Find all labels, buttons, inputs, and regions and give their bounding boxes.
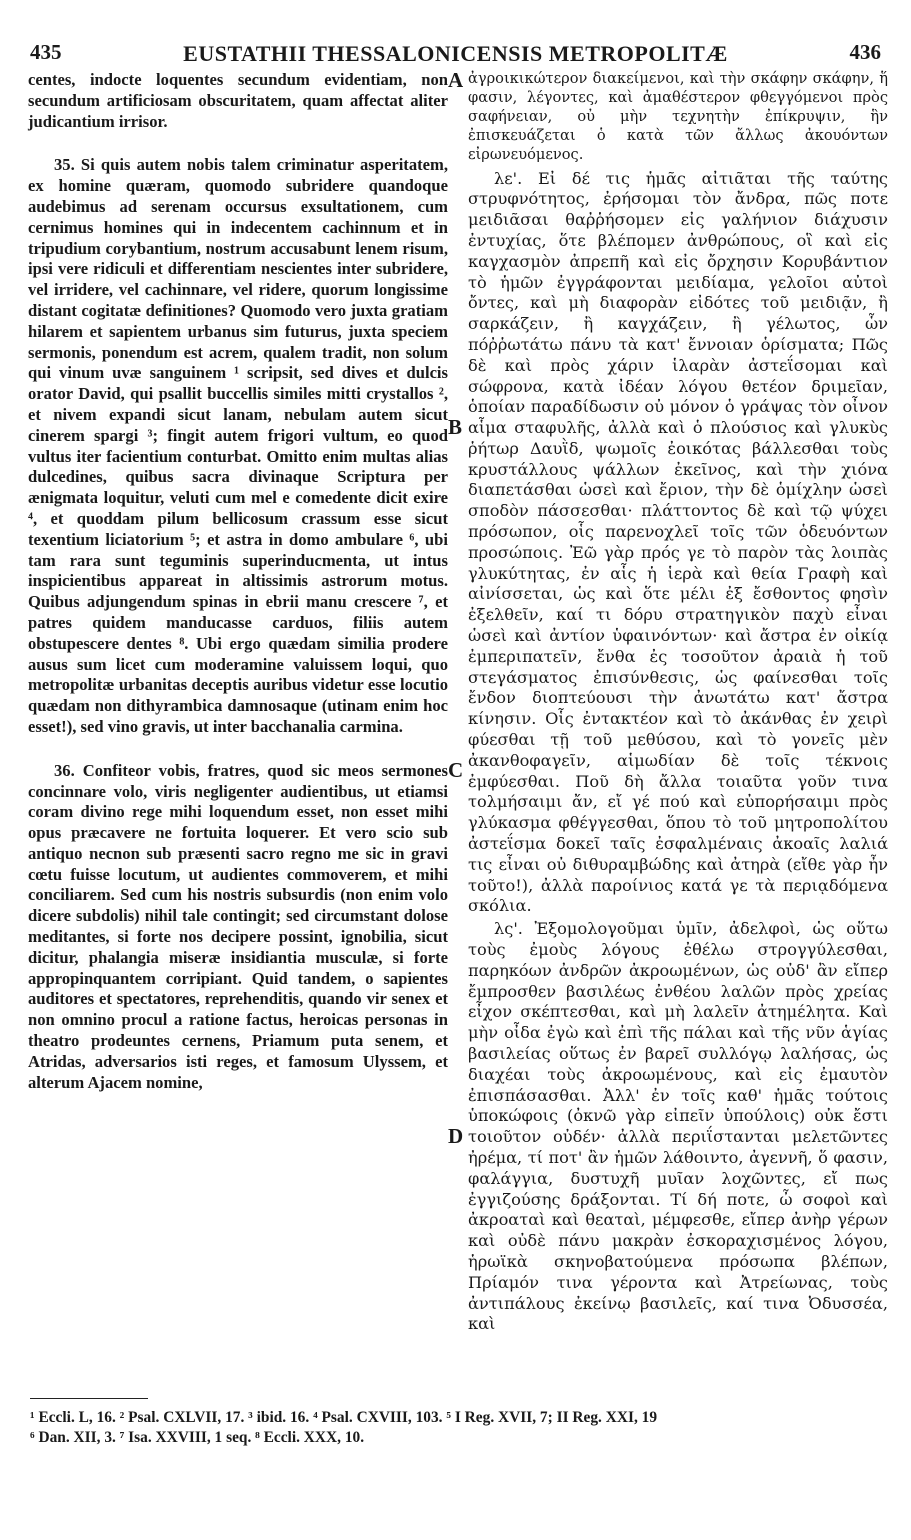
greek-paragraph-continued: ἀγροικικώτερον διακείμενοι, καὶ τὴν σκάφην σκάφην, ἥ φασιν, λέγοντες, καὶ ἀμαθέστερον φθεγγόμενοι πρὸς σαφήνειαν, οὐ μὴν τεχνητὴν ἐπίκρυψιν, ἣν ἐπισκευάζεται ὁ κατὰ τῶν ἄλλως ἀκουόντων εἰρωνευόμενος. — [468, 70, 888, 163]
greek-column — [468, 70, 888, 1335]
running-title: EUSTATHII THESSALONICENSIS METROPOLITÆ — [183, 41, 728, 66]
footnote-line: ¹ Eccli. L, 16. ² Psal. CXLVII, 17. ³ ibid. 16. ⁴ Psal. CXVIII, 103. ⁵ I Reg. XVII, 7; II Reg. XXI, 19 — [30, 1409, 658, 1426]
margin-letter-d: D — [448, 1124, 464, 1148]
margin-letter-b: B — [448, 415, 463, 439]
footnote-line: ⁶ Dan. XII, 3. ⁷ Isa. XXVIII, 1 seq. ⁸ Eccli. XXX, 10. — [30, 1429, 365, 1446]
page-number-left: 435 — [30, 40, 62, 64]
greek-paragraph-36: λς'. Ἐξομολογοῦμαι ὑμῖν, ἀδελφοὶ, ὡς οὕτω τοὺς ἐμοὺς λόγους ἐθέλω στρογγύλεσθαι, παρηκόων ἀνδρῶν ἀκροωμένων, ὡς οὐδ' ἂν εἴπερ ἔμπροσθεν βασιλέως ἐνθέου λαλῶν πρὸς χρείας εἶχον σκέπτεσθαι, καὶ μὴ λαλεῖν ἀτημέλητα. Καὶ μὴν οἶδα ἐγὼ καὶ ἐπὶ τῆς πάλαι καὶ τῆς νῦν ἁγίας βασιλείας οὕτως ἐν βαρεῖ συλλόγῳ λαλήσας, ὡς διαχέαι τοὺς ἀκροωμένους, καὶ εἰς ἐμαυτὸν ἐπισπάσασθαι. Ἀλλ' ἐν τοῖς καθ' ἡμᾶς τούτοις ὑποκώφοις (ὀκνῶ γὰρ εἰπεῖν ὑπούλοις) οὐκ ἔστι τοιοῦτον οὐδέν· ἀλλὰ περιΐστανται μελετῶντες ἠρέμα, τί ποτ' ἂν ἡμῶν λάθοιντο, ἀγεννῆ, ὅ φασιν, φαλάγγια, δυστυχῆ μυῖαν λοχῶντες, εἴ πως ἐγγιζούσης δράξονται. Τί δή ποτε, ὦ σοφοὶ καὶ ἀκροαταὶ καὶ θεαταὶ, μέμφεσθε, εἴπερ ἀνὴρ γέρων καὶ οὐδὲ πάνυ μακρὰν ἐσκοραχισμένος λόγου, ἡρωϊκὰ σκηνοβατούμενα πρόσωπα βλέπων, Πρίαμόν τινα γέροντα καὶ Ἀτρείωνας, τοὺς ἀντιπάλους ἐκείνῳ βασιλεῖς, καί τινα Ὀδυσσέα, καὶ — [468, 919, 888, 1334]
latin-paragraph-35: 35. Si quis autem nobis talem criminatur asperitatem, ex homine quæram, quomodo subridere quandoque audebimus ad serenam occursus exsultationem, cum cernimus homines qui in indecentem cachinnum et in tripudium corybantium, nostrum accusabunt lenem risum, ipsi vere ridiculi et differentiam nescientes inter subridere, vel irridere, vel cachinnare, vel ridere, quorum longissime distant cogitatæ definitiones? Quomodo vero juxta gratiam hilarem et sapientem urbanus sim futurus, juxta speciem sermonis, ponendum est acrem, qualem tradit, non solum qui vinum uvæ sanguinem ¹ scripsit, sed dives et dulcis orator David, qui psallit buccellis similes mitti crystallos ², et nivem expandi sicut lanam, nebulam autem sicut cinerem spargi ³; fingit autem frigori vultum, eo quod vultus iter facientium conturbat. Omitto enim multas alias dulcedines, quibus sacra divinaque Scriptura per ænigmata loquitur, veluti cum mel e comedente dicit exire ⁴, et quoddam pilum bellicosum crassum esse sicut texentium liciatorium ⁵; et astra in domo ambulare ⁶, ubi tam rara sunt teguminis superinducmenta, ut intus inspicientibus appareat in altissimis astrorum motus. Quibus adjungendum spinas in ebrii manu crescere ⁷, et patres quidem manducasse carduos, filiis autem obstupescere dentes ⁸. Ubi ergo quædam similia prodere ausus sum licet cum moderamine valuissem loqui, quo metropolitæ urbanitas deceptis auribus videtur esse locutio quædam non dithyrambica damnosaque (utinam enim hoc esset!), sed vino gravis, ut inter bacchanalia carmina. — [28, 155, 448, 736]
footnote-rule — [30, 1398, 148, 1399]
page-number-right: 436 — [849, 40, 881, 64]
latin-paragraph-continued: centes, indocte loquentes secundum evidentiam, non secundum artificiosam obscuritatem, quam affectat aliter judicantium irrisor. — [28, 70, 448, 131]
latin-paragraph-36: 36. Confiteor vobis, fratres, quod sic meos sermones concinnare volo, viris negligenter audientibus, ut etiamsi coram divino rege mihi loquendum esset, non esset mihi opus præcavere ne fortuita loquerer. Et vero scio sub antiquo necnon sub præsenti sacro regno me sic in gravi cœtu fuisse locutum, ut audientes commoverem, et mihi conciliarem. Sed cum his nostris subsurdis (non enim volo dicere subdolis) nihil tale contingit; sed circumstant dolose meditantes, si forte nos decipere possint, ignobilia, sicut dicitur, phalangia miseræ insidiantia musculæ, si forte appropinquantem corripiant. Quid tandem, o sapientes auditores et spectatores, reprehenditis, quando vir senex et non omnino procul a ratione factus, heroicas personas in theatro prodeuntes cernens, Priamum puta senem, et Atridas, adversarios isti reges, et famosum Ulyssem, et alterum Ajacem nomine, — [28, 760, 448, 1092]
greek-paragraph-35: λε'. Εἰ δέ τις ἡμᾶς αἰτιᾶται τῆς ταύτης στρυφνότητος, ἐρήσομαι τὸν ἄνδρα, πῶς ποτε μειδιᾶσαι θαῤῥήσομεν εἰς γαλήνιον διάχυσιν ἐντυχίας, ὅτε βλέπομεν ἀνθρώπους, οἳ καὶ εἰς καγχασμὸν ἀπρεπῆ καὶ εἰς ὄρχησιν Κορυβάντιον τὸ ἡμῶν ἐγγράφονται μειδίαμα, γελοῖοι αὐτοὶ ὄντες, καὶ μὴ διαφορὰν εἰδότες τοῦ μειδιᾷν, ἢ σαρκάζειν, ἢ καγχάζειν, ἢ γέλωτος, ὧν πόῤῥωτάτω πάνυ τὰ κατ' ἔννοιαν ὁρίσματα; Πῶς δὲ καὶ πρὸς χάριν ἱλαρὰν ἀστεΐσομαι καὶ σώφρονα, κατὰ ἰδέαν λόγου θετέον δριμεῖαν, ὁποίαν παραδίδωσιν οὐ μόνον ὁ γράψας τὸν οἶνον αἷμα σταφυλῆς, ἀλλὰ καὶ ὁ πλούσιος καὶ γλυκὺς ῥήτωρ Δαυῒδ, ψωμοῖς ἐοικότας βάλλεσθαι τοὺς κρυστάλλους ψάλλων ἐκεῖνος, καὶ τὴν χιόνα διαπετάσθαι ὡσεὶ καὶ ἔριον, τὴν δὲ ὁμίχλην ὡσεὶ σποδὸν πάσσεσθαι· πλάττοντος δὲ καὶ τῷ ψύχει πρόσωπον, οἷς παρενοχλεῖ τοῖς τῶν ὁδευόντων προσώποις. Ἐῶ γὰρ πρός γε τὸ παρὸν τὰς λοιπὰς γλυκύτητας, ἐν αἷς ἡ ἱερὰ καὶ θεία Γραφὴ καὶ αἰνίσσεται, ὡς καὶ ὅτε μέλι ἐξ ἔσθοντος φησὶν ἐξελθεῖν, καί τι δόρυ στρατηγικὸν παχὺ εἶναι ὡσεὶ καὶ ἀντίον ὑφαινόντων· καὶ ἄστρα ἐν οἰκίᾳ ἐμπεριπατεῖν, ἔνθα ἐς τοσοῦτον ἀραιὰ ἡ τοῦ στεγάσματος ἐπισύνθεσις, ὡς φαίνεσθαι τοῖς ἔνδον διοπτεύουσι τὴν ἀνωτάτω κατ' ἄστρα κίνησιν. Οἷς ἐντακτέον καὶ τὸ ἀκάνθας ἐν χειρὶ φύεσθαι τῇ τοῦ μεθύσου, καὶ τὸ γονεῖς μὲν ἀκανθοφαγεῖν, αἱμωδίαν δὲ τοῖς τέκνοις ἐμφύεσθαι. Ποῦ δὴ ἄλλα τοιαῦτα γοῦν τινα τολμήσαιμι ἄν, εἴ γέ πού καὶ εὐπορήσαιμι πρὸς γλύκασμα φθέγγεσθαι, ὅπου τὸ τοῦ μητροπολίτου ἀστεΐσμα δοκεῖ ταῖς ἐσφαλμέναις ἀκοαῖς λαλιά τις εἶναι οὐ διθυραμβώδης καὶ ἀτηρὰ (εἴθε γὰρ ἦν τοῦτο!), ἀλλὰ παροίνιος κατά γε τὰ περιᾳδόμενα σκόλια. — [468, 168, 888, 916]
latin-column — [28, 70, 448, 1093]
margin-letter-a: A — [448, 68, 464, 92]
running-header — [30, 40, 881, 68]
footnotes — [30, 1408, 890, 1448]
margin-letter-c: C — [448, 758, 464, 782]
